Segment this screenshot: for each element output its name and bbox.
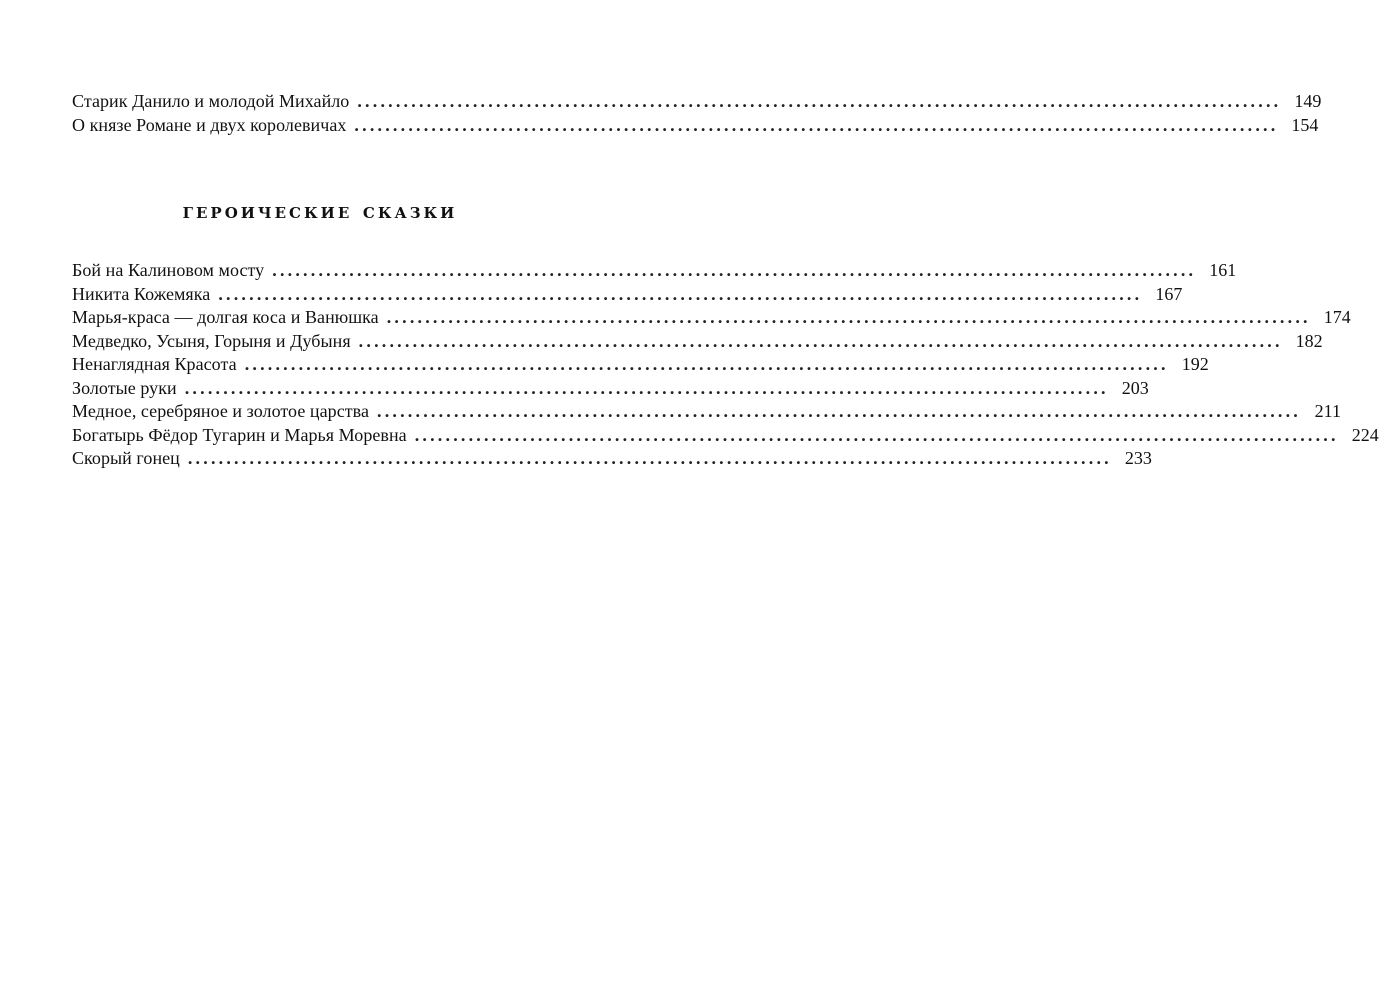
dot-leader: ........................................................................................................................ xyxy=(377,401,1301,421)
entry-title: Скорый гонец xyxy=(72,448,180,468)
toc-entry xyxy=(72,90,1322,114)
entry-title: Ненаглядная Красота xyxy=(72,354,237,374)
toc-entry xyxy=(72,259,1237,283)
dot-leader: ........................................................................................................................ xyxy=(184,377,1109,398)
entry-title: Медное, серебряное и золотое царства xyxy=(72,401,369,421)
toc-entry xyxy=(72,114,1319,138)
entry-title: Марья-краса — долгая коса и Ванюшка xyxy=(72,307,379,327)
dot-leader: ........................................................................................................................ xyxy=(187,448,1112,468)
section-heading: героические сказки xyxy=(182,198,458,224)
entry-page-number: 211 xyxy=(1314,401,1341,421)
toc-list-heroic xyxy=(72,259,1379,471)
toc-entry xyxy=(72,400,1341,424)
entry-title: Медведко, Усыня, Горыня и Дубыня xyxy=(72,330,351,351)
toc-entry xyxy=(72,353,1209,377)
dot-leader: ........................................................................................................................ xyxy=(354,114,1279,135)
toc-entry xyxy=(72,377,1149,401)
dot-leader: ........................................................................................................................ xyxy=(272,260,1197,280)
entry-page-number: 233 xyxy=(1124,448,1152,468)
entry-page-number: 192 xyxy=(1181,354,1209,374)
entry-page-number: 174 xyxy=(1323,307,1351,327)
dot-leader: ........................................................................................................................ xyxy=(358,330,1283,351)
entry-page-number: 182 xyxy=(1295,330,1323,351)
entry-title: Никита Кожемяка xyxy=(72,283,211,304)
entry-title: Старик Данило и молодой Михайло xyxy=(72,91,350,111)
dot-leader: ........................................................................................................................ xyxy=(414,424,1339,445)
entry-page-number: 224 xyxy=(1351,424,1379,445)
entry-page-number: 161 xyxy=(1209,260,1237,280)
toc-entry xyxy=(72,447,1152,471)
entry-title: О князе Романе и двух королевичах xyxy=(72,114,347,135)
entry-page-number: 154 xyxy=(1291,114,1319,135)
dot-leader: ........................................................................................................................ xyxy=(357,91,1282,111)
entry-title: Бой на Калиновом мосту xyxy=(72,260,265,280)
dot-leader: ........................................................................................................................ xyxy=(386,307,1311,327)
dot-leader: ........................................................................................................................ xyxy=(218,283,1143,304)
entry-title: Богатырь Фёдор Тугарин и Марья Моревна xyxy=(72,424,407,445)
dot-leader: ........................................................................................................................ xyxy=(244,354,1169,374)
toc-entry xyxy=(72,424,1379,448)
toc-entry xyxy=(72,306,1351,330)
entry-page-number: 167 xyxy=(1155,283,1183,304)
toc-list-top xyxy=(72,90,1322,137)
entry-page-number: 149 xyxy=(1294,91,1322,111)
toc-entry xyxy=(72,283,1183,307)
entry-page-number: 203 xyxy=(1121,377,1149,398)
toc-entry xyxy=(72,330,1323,354)
entry-title: Золотые руки xyxy=(72,377,177,398)
